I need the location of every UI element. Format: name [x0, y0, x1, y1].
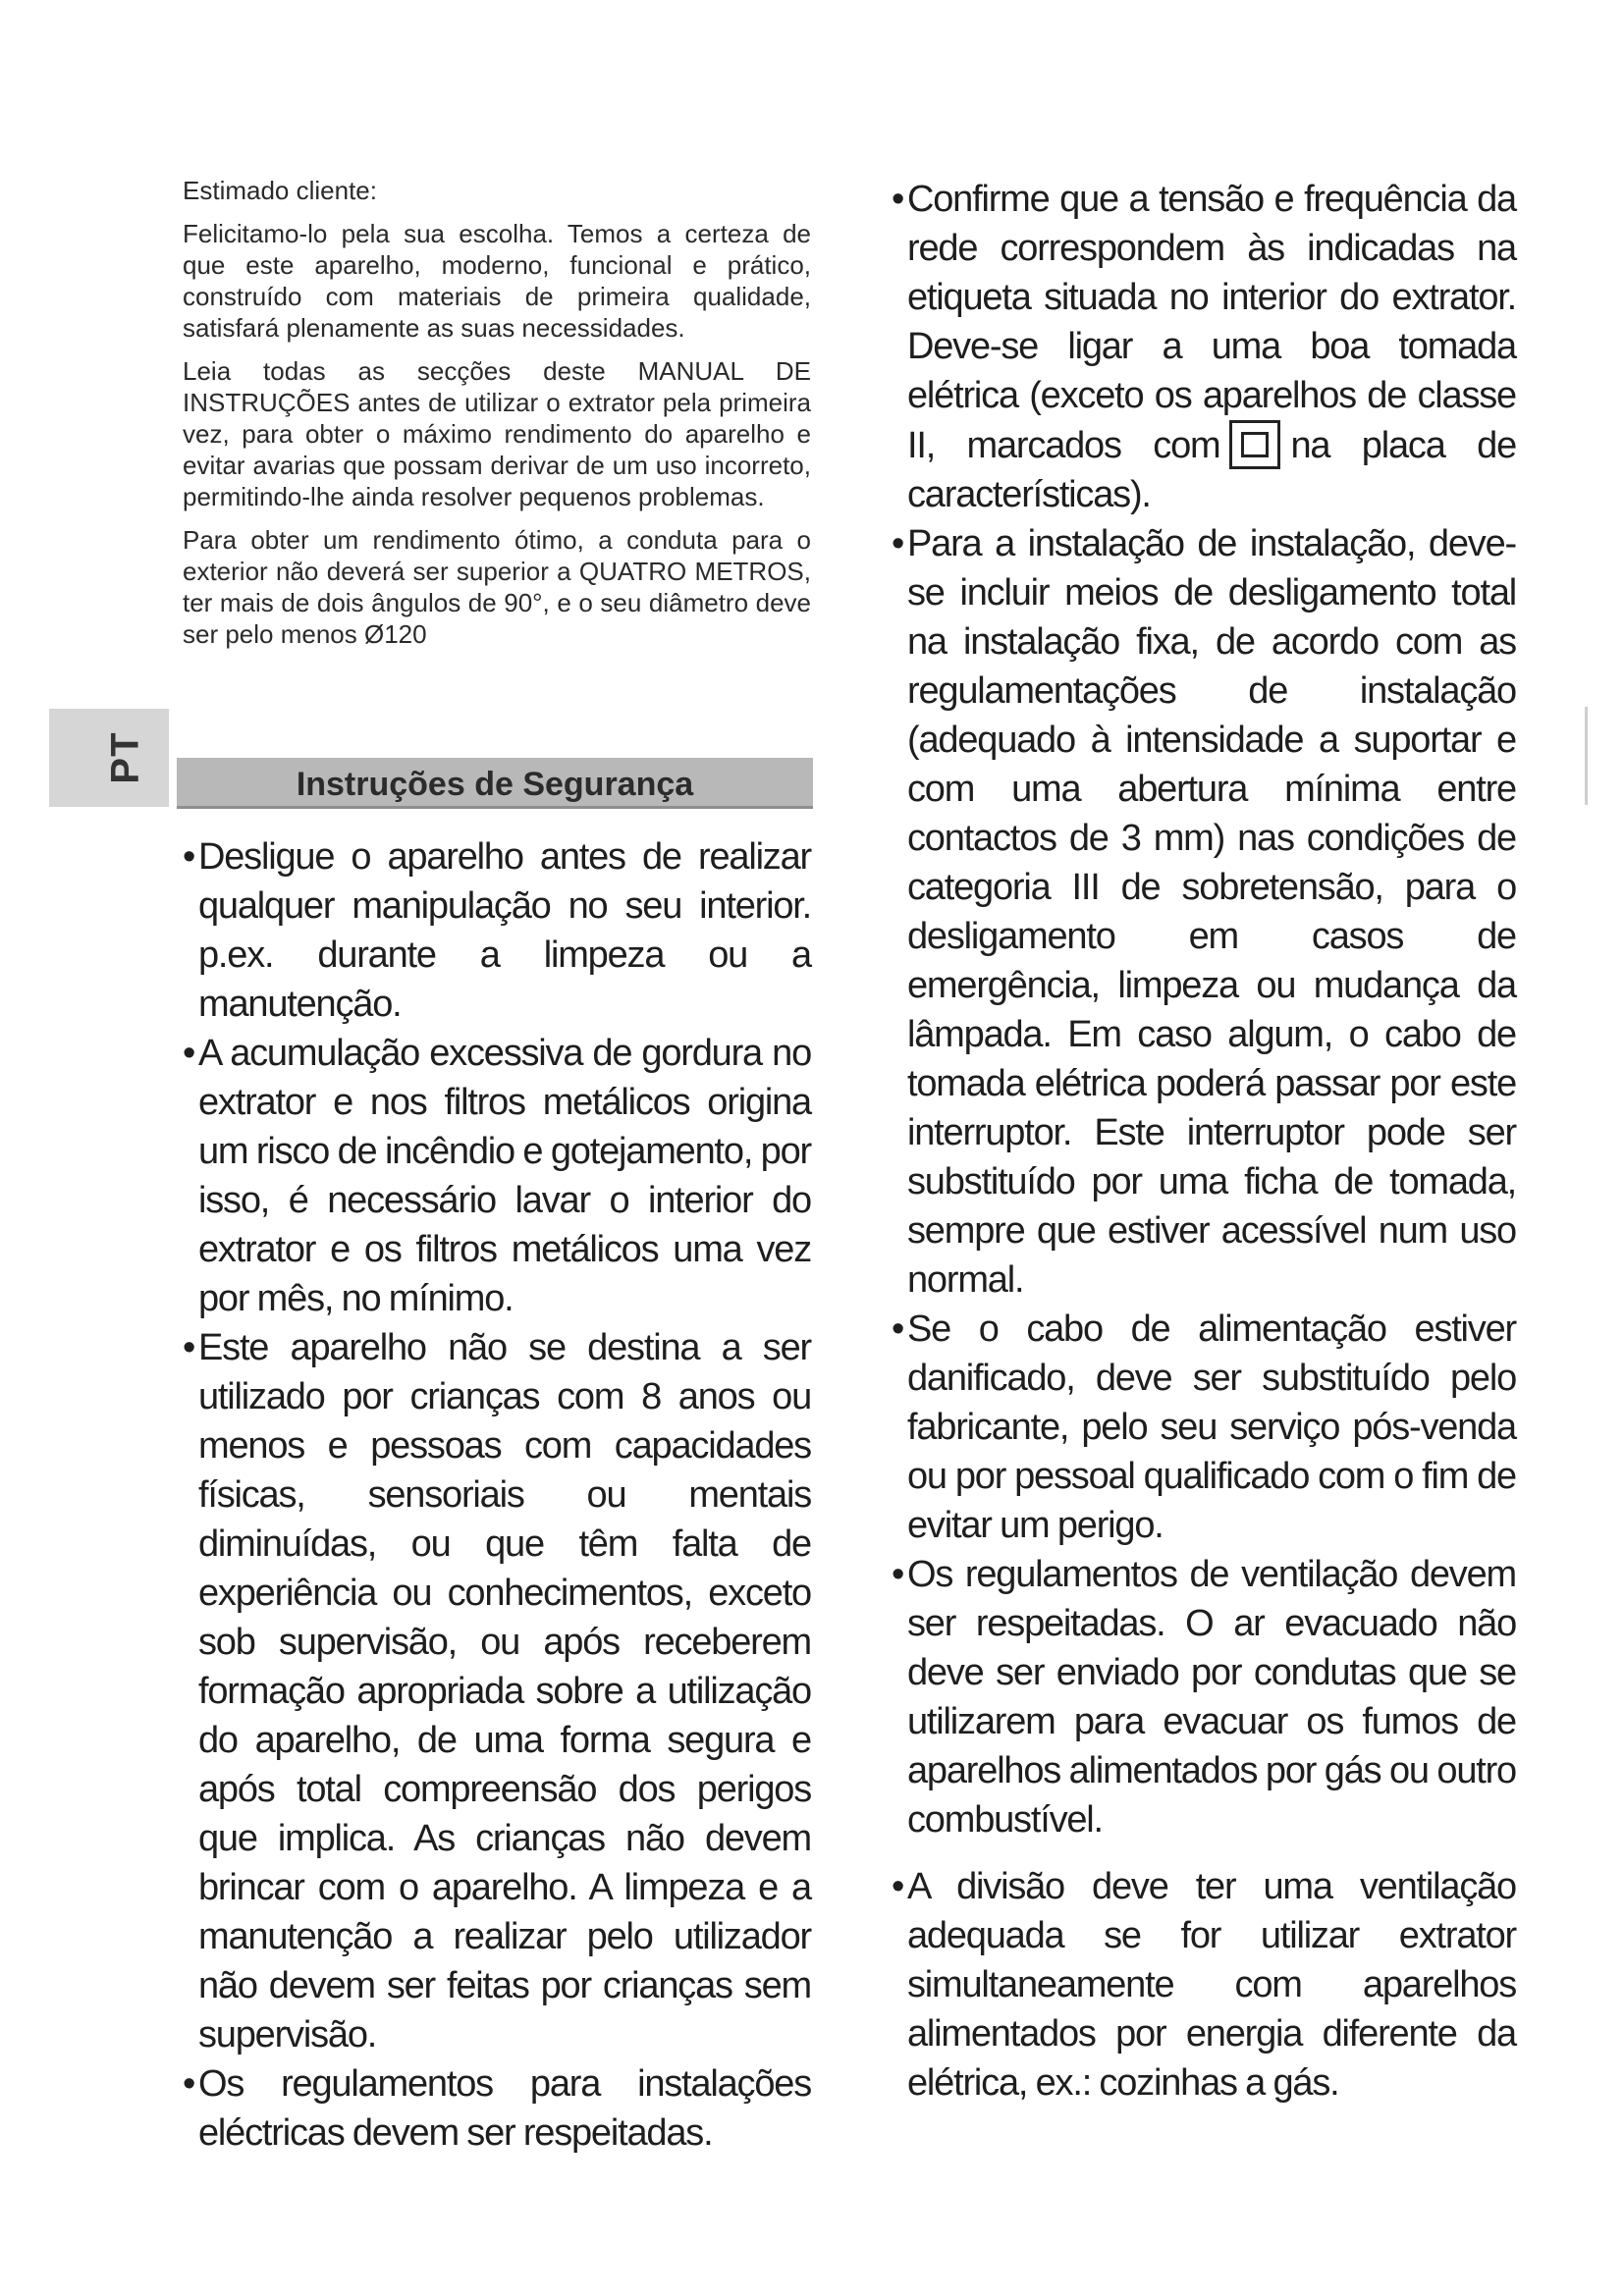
right-safety-list	[892, 175, 1516, 2108]
page-edge-mark	[1585, 707, 1588, 805]
intro-paragraph-1: Felicitamo-lo pela sua escolha. Temos a certeza de que este aparelho, moderno, funcional e prático, construído com materiais de primeira qualidade, satisfará plenamente as suas necessidades.	[183, 219, 811, 343]
intro-paragraph-3: Para obter um rendimento ótimo, a conduta para o exterior não deverá ser superior a QUATRO METROS, ter mais de dois ângulos de 90°, e o seu diâmetro deve ser pelo menos Ø120	[183, 525, 811, 649]
intro-paragraph-2: Leia todas as secções deste MANUAL DE INSTRUÇÕES antes de utilizar o extrator pela primeira vez, para obter o máximo rendimento do aparelho e evitar avarias que possam derivar de um uso incorreto, permitindo-lhe ainda resolver pequenos problemas.	[183, 356, 811, 511]
list-item: • Para a instalação de instalação, deve-se incluir meios de desligamento total na instalação fixa, de acordo com as regulamentações de instalação (adequado à intensidade a suportar e com uma abertura mínima entre contactos de 3 mm) nas condições de categoria III de sobretensão, para o desligamento em casos de emergência, limpeza ou mudança da lâmpada. Em caso algum, o cabo de tomada elétrica poderá passar por este interruptor. Este interruptor pode ser substituído por uma ficha de tomada, sempre que estiver acessível num uso normal.	[892, 523, 1516, 1301]
list-item: • Confirme que a tensão e frequência da rede correspondem às indicadas na etiqueta situada no interior do extrator. Deve-se ligar a uma boa tomada elétrica (exceto os aparelhos de classe II, marcados com na placa de características).	[892, 179, 1516, 515]
section-header	[177, 758, 813, 809]
list-item: • A acumulação excessiva de gordura no extrator e nos filtros metálicos origina um risco de incêndio e gotejamento, por isso, é necessário lavar o interior do extrator e os filtros metálicos uma vez por mês, no mínimo.	[183, 1033, 811, 1319]
list-item: • Desligue o aparelho antes de realizar qualquer manipulação no seu interior. p.ex. durante a limpeza ou a manutenção.	[183, 836, 811, 1025]
list-item: • A divisão deve ter uma ventilação adequada se for utilizar extrator simultaneamente com aparelhos alimentados por energia diferente da elétrica, ex.: cozinhas a gás.	[892, 1866, 1516, 2104]
list-item: • Os regulamentos para instalações eléctricas devem ser respeitadas.	[183, 2063, 811, 2154]
intro-block	[183, 175, 811, 662]
greeting: Estimado cliente:	[183, 176, 377, 205]
list-item: • Se o cabo de alimentação estiver danificado, deve ser substituído pelo fabricante, pelo seu serviço pós-venda ou por pessoal qualificado com o fim de evitar um perigo.	[892, 1308, 1516, 1546]
list-item: • Este aparelho não se destina a ser utilizado por crianças com 8 anos ou menos e pessoas com capacidades físicas, sensoriais ou mentais diminuídas, ou que têm falta de experiência ou conhecimentos, exceto sob supervisão, ou após receberem formação apropriada sobre a utilização do aparelho, de uma forma segura e após total compreensão dos perigos que implica. As crianças não devem brincar com o aparelho. A limpeza e a manutenção a realizar pelo utilizador não devem ser feitas por crianças sem supervisão.	[183, 1327, 811, 2056]
section-title: Instruções de Segurança	[296, 766, 694, 803]
language-tab-label: PT	[103, 731, 147, 784]
class-ii-double-square-icon	[1229, 420, 1280, 469]
list-item: • Os regulamentos de ventilação devem ser respeitadas. O ar evacuado não deve ser enviado por condutas que se utilizarem para evacuar os fumos de aparelhos alimentados por gás ou outro combustível.	[892, 1554, 1516, 1841]
left-safety-list	[183, 832, 811, 2158]
